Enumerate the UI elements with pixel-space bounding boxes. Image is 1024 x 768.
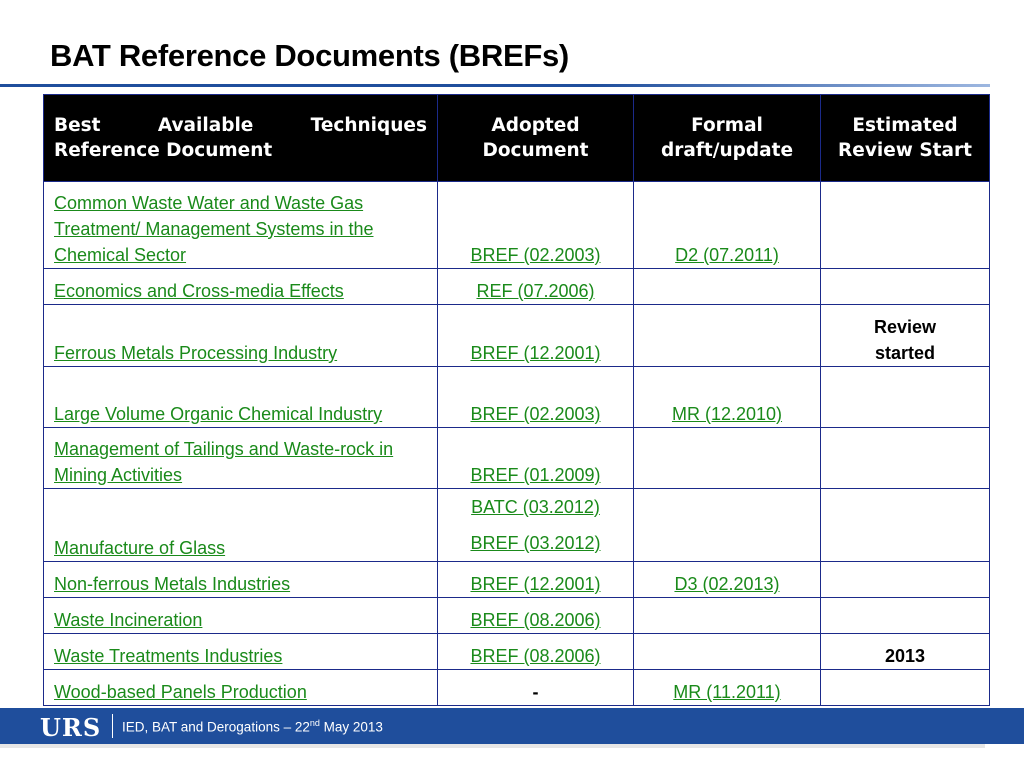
review-cell [821, 562, 990, 598]
table-row [44, 428, 990, 489]
table-row [44, 305, 990, 367]
table-row [44, 670, 990, 706]
table-row [44, 367, 990, 428]
document-link[interactable]: Waste Incineration [54, 610, 203, 630]
draft-cell [634, 598, 821, 634]
title-divider [0, 84, 990, 87]
adopted-link[interactable]: BREF (08.2006) [470, 646, 601, 666]
adopted-link[interactable]: REF (07.2006) [476, 281, 595, 301]
document-link[interactable]: Manufacture of Glass [54, 538, 226, 558]
table-row [44, 269, 990, 305]
draft-link[interactable]: D3 (02.2013) [674, 574, 780, 594]
adopted-link[interactable]: BREF (03.2012) [470, 533, 601, 553]
draft-link[interactable]: D2 (07.2011) [675, 245, 779, 265]
draft-cell [634, 305, 821, 367]
bref-table [43, 94, 990, 706]
page-title: BAT Reference Documents (BREFs) [50, 38, 569, 73]
document-link[interactable]: Large Volume Organic Chemical Industry [54, 404, 383, 424]
adopted-link[interactable]: BREF (12.2001) [470, 574, 601, 594]
header-reference-document: Best Available Techniques Reference Document [44, 95, 438, 182]
footer-shadow [0, 744, 985, 748]
review-cell [821, 670, 990, 706]
document-link[interactable]: Waste Treatments Industries [54, 646, 283, 666]
adopted-link[interactable]: BREF (08.2006) [470, 610, 601, 630]
footer-separator [112, 714, 113, 738]
draft-cell [634, 634, 821, 670]
table-row [44, 489, 990, 562]
document-link[interactable]: Management of Tailings and Waste-rock in Mining Activities [54, 439, 394, 485]
review-cell [821, 489, 990, 562]
adopted-link[interactable]: BREF (12.2001) [470, 343, 601, 363]
review-cell [821, 182, 990, 269]
review-year: 2013 [821, 634, 990, 670]
adopted-link[interactable]: BREF (02.2003) [470, 245, 601, 265]
table-row [44, 562, 990, 598]
batc-link[interactable]: BATC (03.2012) [471, 497, 600, 517]
footer-caption [122, 718, 383, 735]
document-link[interactable]: Common Waste Water and Waste Gas Treatment/ Management Systems in the Chemical Sector [54, 193, 374, 265]
header-adopted-document: Adopted Document [438, 95, 634, 182]
adopted-link[interactable]: BREF (02.2003) [470, 404, 601, 424]
table-row [44, 598, 990, 634]
draft-link[interactable]: MR (11.2011) [673, 682, 781, 702]
review-cell [821, 269, 990, 305]
document-link[interactable]: Economics and Cross-media Effects [54, 281, 344, 301]
header-formal-draft: Formal draft/update [634, 95, 821, 182]
footer-caption-sup: nd [309, 718, 320, 728]
draft-cell [634, 489, 821, 562]
review-cell [821, 367, 990, 428]
review-cell [821, 428, 990, 489]
table-row [44, 182, 990, 269]
table-row [44, 634, 990, 670]
table-header-row [44, 95, 990, 182]
footer-caption-prefix: IED, BAT and Derogations – 22 [122, 719, 310, 735]
document-link[interactable]: Non-ferrous Metals Industries [54, 574, 291, 594]
review-status: Review started [821, 305, 990, 367]
document-link[interactable]: Ferrous Metals Processing Industry [54, 343, 338, 363]
footer-caption-suffix: May 2013 [319, 719, 383, 735]
adopted-cell: - [438, 670, 634, 706]
urs-logo: URS [40, 713, 102, 742]
draft-cell [634, 269, 821, 305]
review-cell [821, 598, 990, 634]
adopted-link[interactable]: BREF (01.2009) [470, 465, 601, 485]
draft-link[interactable]: MR (12.2010) [671, 404, 783, 424]
document-link[interactable]: Wood-based Panels Production [54, 682, 307, 702]
header-review-start: Estimated Review Start [821, 95, 990, 182]
draft-cell [634, 428, 821, 489]
